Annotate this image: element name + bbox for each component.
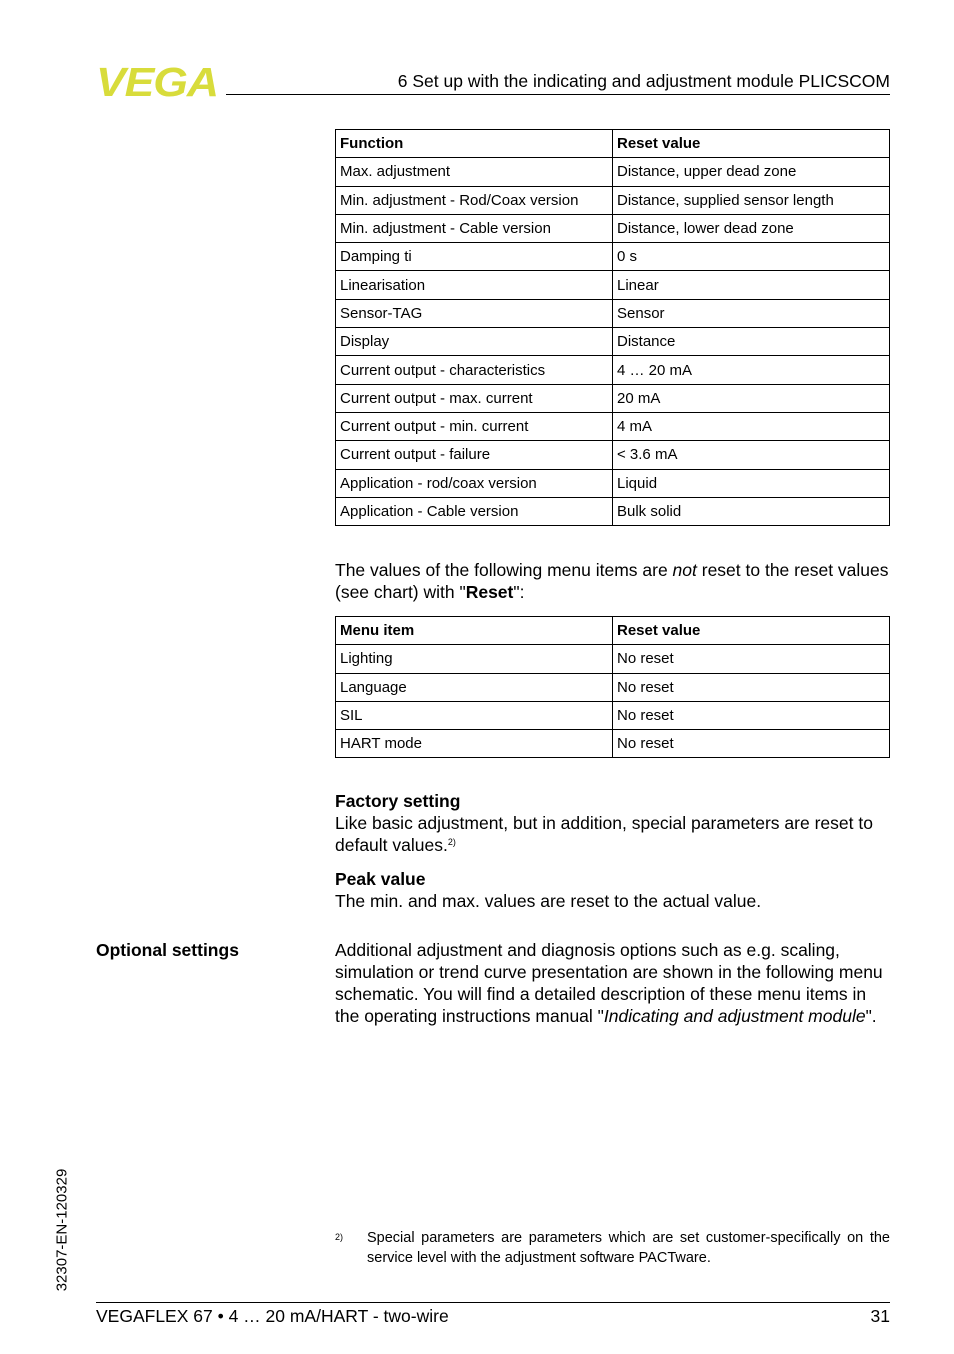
cell-reset-value: Sensor (613, 299, 890, 327)
table-row (336, 441, 890, 469)
cell-item: Min. adjustment - Cable version (336, 214, 613, 242)
optional-settings-label: Optional settings (96, 940, 239, 960)
cell-item: HART mode (336, 730, 613, 758)
cell-reset-value: Liquid (613, 469, 890, 497)
table-row (336, 328, 890, 356)
optional-body: Additional adjustment and diagnosis options such as e.g. scaling, simulation or trend curve presentation are shown in the following menu schematic. You will find a detailed description of these menu items in the operating instructions manual " (335, 940, 883, 1026)
footnote-mark: 2) (335, 1232, 344, 1242)
intro-italic: not (672, 560, 697, 580)
optional-italic: Indicating and adjustment module (603, 1006, 866, 1026)
cell-reset-value: Linear (613, 271, 890, 299)
optional-end: ". (865, 1006, 877, 1026)
table-row (336, 730, 890, 758)
table-row (336, 469, 890, 497)
cell-reset-value: No reset (613, 645, 890, 673)
table-row (336, 673, 890, 701)
cell-reset-value: 4 … 20 mA (613, 356, 890, 384)
cell-reset-value: No reset (613, 701, 890, 729)
table-row (336, 384, 890, 412)
optional-settings-text (335, 939, 895, 1027)
document-number (52, 1156, 72, 1304)
cell-reset-value: Distance, supplied sensor length (613, 186, 890, 214)
cell-item: Display (336, 328, 613, 356)
cell-reset-value: Distance, lower dead zone (613, 214, 890, 242)
table-row (336, 412, 890, 440)
vega-logo (96, 64, 220, 98)
cell-reset-value: No reset (613, 730, 890, 758)
cell-item: Sensor-TAG (336, 299, 613, 327)
cell-item: Linearisation (336, 271, 613, 299)
reset-values-table (335, 129, 890, 526)
cell-reset-value: No reset (613, 673, 890, 701)
cell-item: Damping ti (336, 243, 613, 271)
cell-item: Application - Cable version (336, 497, 613, 525)
intro-text-2: reset to the reset values (see chart) with " (335, 560, 889, 602)
logo-text: VEGA (96, 64, 218, 98)
header-menu-item: Menu item (336, 617, 613, 645)
intro-bold-reset: Reset (465, 582, 514, 602)
cell-reset-value: 20 mA (613, 384, 890, 412)
footnote-text: Special parameters are parameters which are set customer-specifically on the service level with the adjustment software PACTware. (367, 1230, 890, 1266)
cell-reset-value: 0 s (613, 243, 890, 271)
table-row (336, 271, 890, 299)
header-rule (226, 94, 890, 95)
table-row (336, 214, 890, 242)
footer-product: VEGAFLEX 67 • 4 … 20 mA/HART - two-wire (96, 1306, 449, 1326)
cell-item: Min. adjustment - Rod/Coax version (336, 186, 613, 214)
factory-body: Like basic adjustment, but in addition, special parameters are reset to default values. (335, 813, 873, 855)
page-number: 31 (870, 1306, 890, 1326)
table-header-row (336, 617, 890, 645)
factory-heading: Factory setting (335, 791, 461, 811)
intro-text-3: ": (513, 582, 525, 602)
cell-item: Max. adjustment (336, 158, 613, 186)
peak-heading: Peak value (335, 869, 426, 889)
footer-rule (96, 1302, 890, 1303)
peak-text: The min. and max. values are reset to the actual value. (335, 891, 762, 911)
cell-reset-value: 4 mA (613, 412, 890, 440)
chapter-title: 6 Set up with the indicating and adjustment module PLICSCOM (397, 71, 890, 91)
cell-item: SIL (336, 701, 613, 729)
cell-reset-value: Bulk solid (613, 497, 890, 525)
intro-paragraph (335, 559, 895, 603)
intro-text-1: The values of the following menu items are (335, 560, 673, 580)
table-row (336, 299, 890, 327)
cell-item: Current output - failure (336, 441, 613, 469)
cell-reset-value: < 3.6 mA (613, 441, 890, 469)
header-function: Function (336, 130, 613, 158)
table-row (336, 186, 890, 214)
no-reset-table (335, 616, 890, 758)
cell-item: Current output - max. current (336, 384, 613, 412)
cell-reset-value: Distance (613, 328, 890, 356)
header-reset-value: Reset value (613, 617, 890, 645)
table-row (336, 243, 890, 271)
table-header-row (336, 130, 890, 158)
document-number-text: 32307-EN-120329 (53, 1168, 71, 1292)
table-row (336, 701, 890, 729)
header-reset-value: Reset value (613, 130, 890, 158)
table-row (336, 497, 890, 525)
cell-item: Language (336, 673, 613, 701)
cell-reset-value: Distance, upper dead zone (613, 158, 890, 186)
cell-item: Current output - characteristics (336, 356, 613, 384)
cell-item: Lighting (336, 645, 613, 673)
cell-item: Current output - min. current (336, 412, 613, 440)
table-row (336, 645, 890, 673)
table-row (336, 158, 890, 186)
table-row (336, 356, 890, 384)
cell-item: Application - rod/coax version (336, 469, 613, 497)
factory-text (335, 812, 895, 856)
footnote-reference: 2) (447, 837, 456, 847)
